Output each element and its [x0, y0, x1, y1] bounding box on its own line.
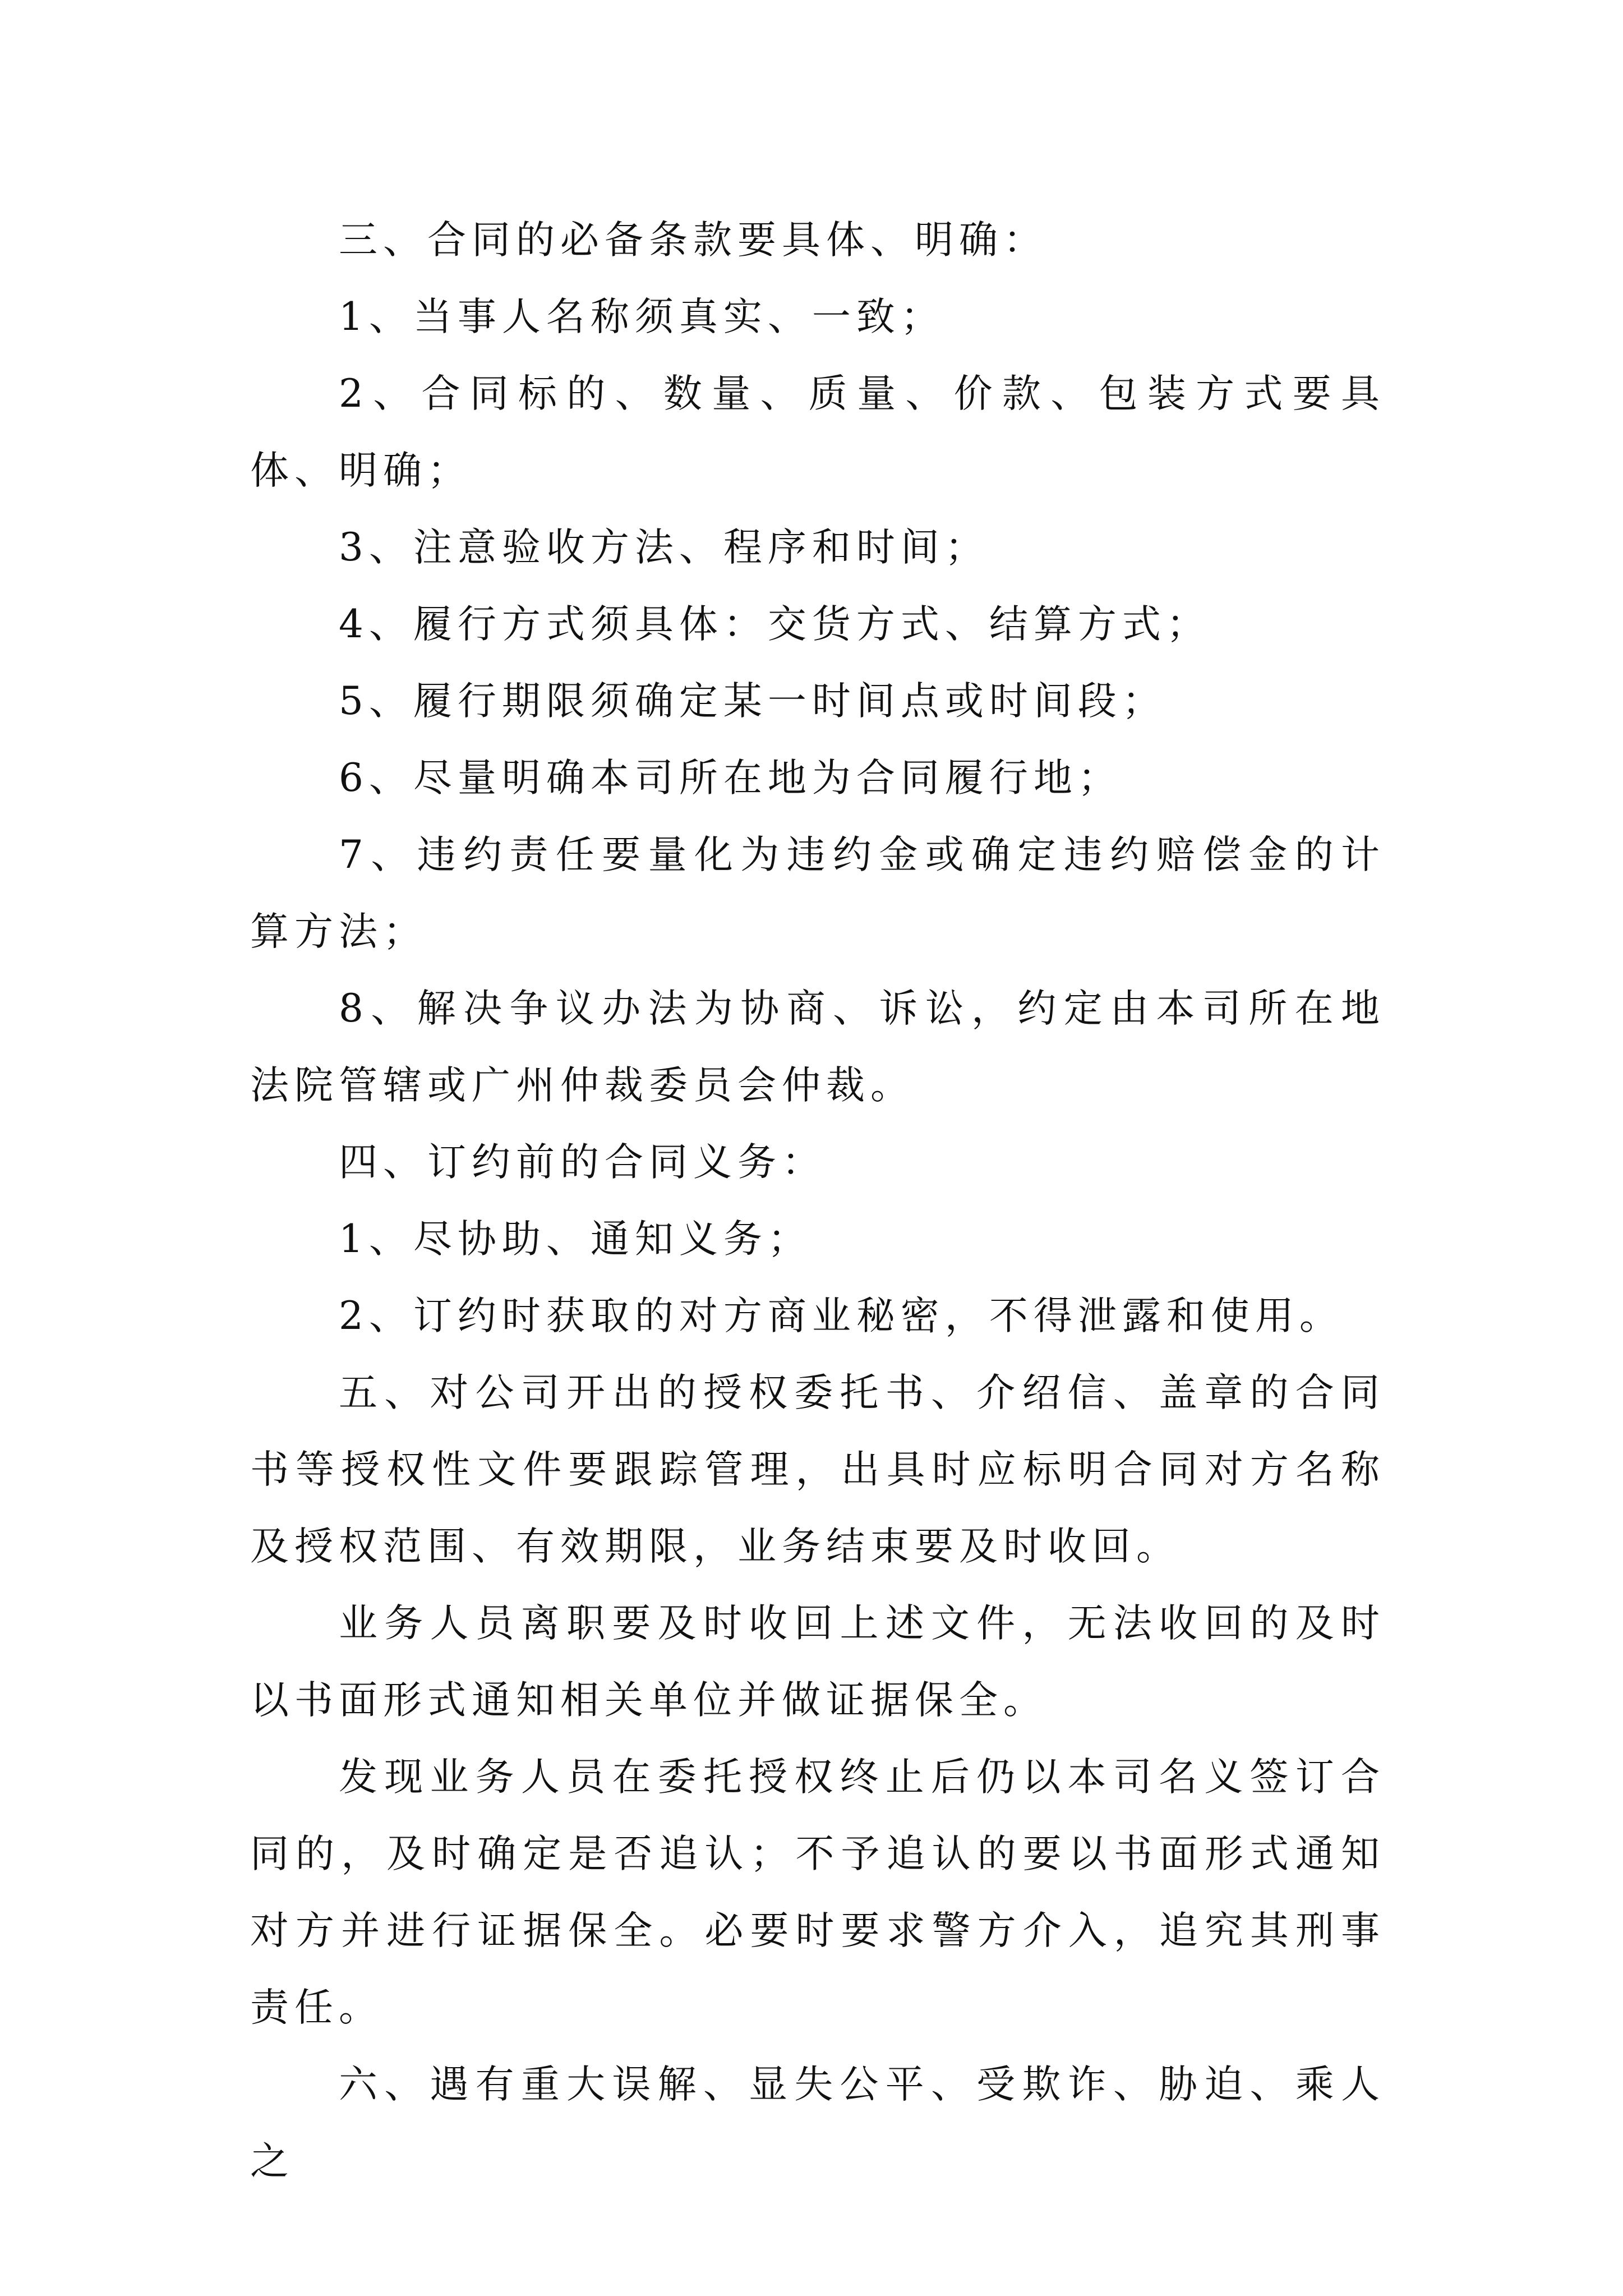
paragraph: 6、尽量明确本司所在地为合同履行地； [339, 756, 1122, 800]
paragraph: 2、合同标的、数量、质量、价款、包装方式要具体、明确； [250, 371, 1385, 493]
paragraph: 1、当事人名称须真实、一致； [339, 295, 945, 339]
paragraph: 四、订约前的合同义务： [339, 1140, 826, 1185]
paragraph: 1、尽协助、通知义务； [339, 1217, 812, 1262]
paragraph: 业务人员离职要及时收回上述文件，无法收回的及时以书面形式通知相关单位并做证据保全。 [250, 1601, 1385, 1723]
paragraph: 7、违约责任要量化为违约金或确定违约赔偿金的计算方法； [250, 832, 1385, 954]
document-body [250, 202, 1385, 2200]
paragraph: 三、合同的必备条款要具体、明确： [339, 218, 1048, 263]
paragraph: 发现业务人员在委托授权终止后仍以本司名义签订合同的，及时确定是否追认；不予追认的要以书面形式通知对方并进行证据保全。必要时要求警方介入，追究其刑事责任。 [250, 1755, 1385, 2030]
paragraph: 五、对公司开出的授权委托书、介绍信、盖章的合同书等授权性文件要跟踪管理，出具时应标明合同对方名称及授权范围、有效期限，业务结束要及时收回。 [250, 1370, 1385, 1569]
paragraph: 5、履行期限须确定某一时间点或时间段； [339, 679, 1166, 724]
paragraph: 8、解决争议办法为协商、诉讼，约定由本司所在地法院管辖或广州仲裁委员会仲裁。 [250, 986, 1385, 1108]
paragraph: 3、注意验收方法、程序和时间； [339, 525, 989, 570]
paragraph: 4、履行方式须具体：交货方式、结算方式； [339, 602, 1211, 647]
paragraph: 六、遇有重大误解、显失公平、受欺诈、胁迫、乘人之 [250, 2062, 1385, 2184]
paragraph: 2、订约时获取的对方商业秘密，不得泄露和使用。 [339, 1294, 1344, 1338]
